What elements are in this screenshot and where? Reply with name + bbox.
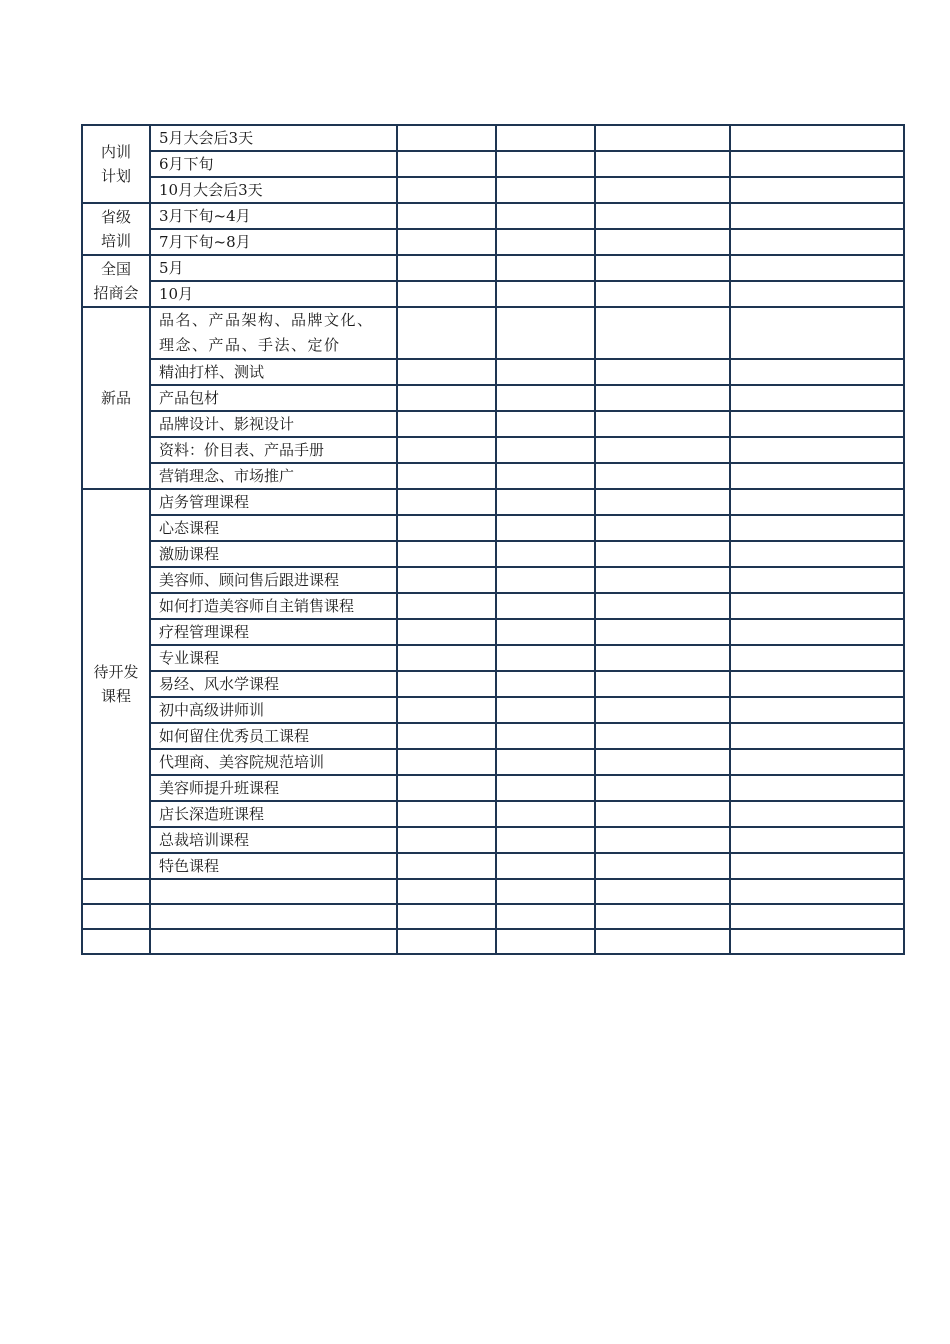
table-row: [82, 177, 904, 203]
item-cell: 10月: [150, 281, 397, 307]
blank-cell: [730, 255, 904, 281]
item-cell: 资料：价目表、产品手册: [150, 437, 397, 463]
item-cell: 如何打造美容师自主销售课程: [150, 593, 397, 619]
blank-cell: [595, 593, 730, 619]
table-row: [82, 567, 904, 593]
blank-cell: [595, 177, 730, 203]
blank-cell: [730, 904, 904, 929]
blank-cell: [496, 125, 595, 151]
table-row: [82, 749, 904, 775]
blank-cell: [730, 567, 904, 593]
blank-cell: [496, 359, 595, 385]
item-cell: 品牌设计、影视设计: [150, 411, 397, 437]
blank-cell: [595, 697, 730, 723]
blank-cell: [730, 749, 904, 775]
blank-cell: [595, 929, 730, 954]
table-row: [82, 411, 904, 437]
blank-cell: [595, 229, 730, 255]
table-row: [82, 801, 904, 827]
blank-cell: [150, 879, 397, 904]
blank-cell: [496, 749, 595, 775]
blank-cell: [496, 567, 595, 593]
blank-cell: [496, 904, 595, 929]
table-row: [82, 723, 904, 749]
blank-cell: [397, 463, 496, 489]
blank-cell: [730, 463, 904, 489]
table-row: [82, 645, 904, 671]
blank-cell: [496, 463, 595, 489]
blank-cell: [150, 929, 397, 954]
group-label-internal-training: 内训 计划: [82, 125, 150, 203]
blank-cell: [496, 307, 595, 359]
blank-cell: [496, 619, 595, 645]
blank-cell: [730, 229, 904, 255]
blank-cell: [595, 255, 730, 281]
table-row: [82, 853, 904, 879]
blank-cell: [496, 593, 595, 619]
item-cell: 代理商、美容院规范培训: [150, 749, 397, 775]
table-row: [82, 827, 904, 853]
blank-cell: [730, 801, 904, 827]
blank-cell: [397, 125, 496, 151]
blank-cell: [595, 541, 730, 567]
blank-cell: [595, 567, 730, 593]
blank-cell: [730, 593, 904, 619]
table-row: [82, 489, 904, 515]
blank-cell: [397, 203, 496, 229]
table-row: [82, 385, 904, 411]
blank-cell: [595, 671, 730, 697]
blank-cell: [397, 671, 496, 697]
blank-cell: [397, 307, 496, 359]
blank-cell: [397, 281, 496, 307]
item-cell: 品名、产品架构、品牌文化、理念、产品、手法、定价: [150, 307, 397, 359]
blank-cell: [730, 671, 904, 697]
blank-cell: [496, 411, 595, 437]
blank-cell: [595, 619, 730, 645]
blank-cell: [397, 567, 496, 593]
group-label-courses-to-develop: 待开发 课程: [82, 489, 150, 879]
blank-cell: [397, 177, 496, 203]
blank-cell: [730, 411, 904, 437]
blank-cell: [397, 541, 496, 567]
blank-cell: [82, 904, 150, 929]
blank-cell: [595, 801, 730, 827]
blank-cell: [595, 645, 730, 671]
blank-cell: [595, 281, 730, 307]
blank-cell: [397, 229, 496, 255]
blank-cell: [397, 151, 496, 177]
blank-cell: [595, 125, 730, 151]
blank-cell: [397, 255, 496, 281]
group-label-national-conference: 全国 招商会: [82, 255, 150, 307]
blank-cell: [397, 593, 496, 619]
blank-cell: [595, 307, 730, 359]
blank-cell: [595, 411, 730, 437]
item-cell: 专业课程: [150, 645, 397, 671]
blank-cell: [397, 385, 496, 411]
blank-cell: [397, 515, 496, 541]
table-row: [82, 515, 904, 541]
item-cell: 7月下旬~8月: [150, 229, 397, 255]
blank-cell: [496, 385, 595, 411]
table-row: [82, 541, 904, 567]
blank-cell: [496, 151, 595, 177]
table-row: [82, 359, 904, 385]
item-cell: 营销理念、市场推广: [150, 463, 397, 489]
blank-cell: [496, 177, 595, 203]
table-row: [82, 697, 904, 723]
blank-cell: [595, 775, 730, 801]
blank-cell: [496, 929, 595, 954]
item-cell: 激励课程: [150, 541, 397, 567]
blank-cell: [496, 697, 595, 723]
blank-cell: [730, 359, 904, 385]
item-cell: 6月下旬: [150, 151, 397, 177]
blank-cell: [730, 645, 904, 671]
item-cell: 3月下旬~4月: [150, 203, 397, 229]
blank-cell: [730, 827, 904, 853]
empty-table-row: [82, 929, 904, 954]
blank-cell: [595, 151, 730, 177]
blank-cell: [730, 775, 904, 801]
blank-cell: [496, 541, 595, 567]
blank-cell: [397, 879, 496, 904]
item-cell: 产品包材: [150, 385, 397, 411]
blank-cell: [496, 827, 595, 853]
blank-cell: [496, 437, 595, 463]
blank-cell: [730, 177, 904, 203]
item-cell: 易经、风水学课程: [150, 671, 397, 697]
empty-table-row: [82, 904, 904, 929]
table-row: [82, 151, 904, 177]
item-cell: 5月: [150, 255, 397, 281]
item-cell: 5月大会后3天: [150, 125, 397, 151]
blank-cell: [150, 904, 397, 929]
blank-cell: [496, 775, 595, 801]
blank-cell: [496, 879, 595, 904]
blank-cell: [496, 229, 595, 255]
table-row: [82, 307, 904, 359]
training-plan-table: [81, 124, 905, 955]
blank-cell: [496, 255, 595, 281]
blank-cell: [397, 749, 496, 775]
blank-cell: [496, 281, 595, 307]
blank-cell: [595, 749, 730, 775]
blank-cell: [82, 879, 150, 904]
blank-cell: [496, 723, 595, 749]
blank-cell: [595, 437, 730, 463]
blank-cell: [730, 489, 904, 515]
blank-cell: [730, 203, 904, 229]
table-row: [82, 671, 904, 697]
blank-cell: [595, 489, 730, 515]
blank-cell: [496, 515, 595, 541]
table-row: [82, 593, 904, 619]
blank-cell: [397, 827, 496, 853]
item-cell: 美容师提升班课程: [150, 775, 397, 801]
blank-cell: [397, 645, 496, 671]
group-label-provincial-training: 省级 培训: [82, 203, 150, 255]
blank-cell: [595, 723, 730, 749]
blank-cell: [730, 437, 904, 463]
table-row: [82, 437, 904, 463]
blank-cell: [595, 359, 730, 385]
table-row: [82, 125, 904, 151]
blank-cell: [397, 437, 496, 463]
blank-cell: [595, 463, 730, 489]
table-row: [82, 775, 904, 801]
blank-cell: [496, 489, 595, 515]
table-row: [82, 255, 904, 281]
training-plan-body: [82, 125, 904, 954]
blank-cell: [730, 281, 904, 307]
blank-cell: [496, 671, 595, 697]
item-cell: 美容师、顾问售后跟进课程: [150, 567, 397, 593]
blank-cell: [397, 697, 496, 723]
item-cell: 心态课程: [150, 515, 397, 541]
blank-cell: [595, 515, 730, 541]
item-cell: 疗程管理课程: [150, 619, 397, 645]
blank-cell: [730, 619, 904, 645]
blank-cell: [496, 645, 595, 671]
blank-cell: [730, 385, 904, 411]
blank-cell: [595, 203, 730, 229]
blank-cell: [730, 723, 904, 749]
blank-cell: [730, 853, 904, 879]
table-row: [82, 229, 904, 255]
item-cell: 初中高级讲师训: [150, 697, 397, 723]
item-cell: 如何留住优秀员工课程: [150, 723, 397, 749]
item-cell: 精油打样、测试: [150, 359, 397, 385]
blank-cell: [730, 879, 904, 904]
blank-cell: [595, 827, 730, 853]
blank-cell: [397, 929, 496, 954]
blank-cell: [730, 515, 904, 541]
blank-cell: [397, 775, 496, 801]
item-cell: 10月大会后3天: [150, 177, 397, 203]
item-cell: 总裁培训课程: [150, 827, 397, 853]
group-label-new-products: 新品: [82, 307, 150, 489]
blank-cell: [496, 853, 595, 879]
table-row: [82, 619, 904, 645]
blank-cell: [730, 125, 904, 151]
blank-cell: [730, 307, 904, 359]
table-row: [82, 463, 904, 489]
blank-cell: [730, 151, 904, 177]
item-cell: 特色课程: [150, 853, 397, 879]
blank-cell: [595, 853, 730, 879]
blank-cell: [730, 541, 904, 567]
blank-cell: [397, 853, 496, 879]
blank-cell: [496, 801, 595, 827]
empty-table-row: [82, 879, 904, 904]
blank-cell: [397, 619, 496, 645]
blank-cell: [397, 904, 496, 929]
blank-cell: [595, 904, 730, 929]
blank-cell: [496, 203, 595, 229]
blank-cell: [82, 929, 150, 954]
blank-cell: [730, 697, 904, 723]
table-row: [82, 281, 904, 307]
blank-cell: [397, 411, 496, 437]
blank-cell: [595, 879, 730, 904]
blank-cell: [397, 489, 496, 515]
blank-cell: [730, 929, 904, 954]
blank-cell: [397, 723, 496, 749]
blank-cell: [397, 359, 496, 385]
blank-cell: [595, 385, 730, 411]
item-cell: 店长深造班课程: [150, 801, 397, 827]
table-row: [82, 203, 904, 229]
item-cell: 店务管理课程: [150, 489, 397, 515]
blank-cell: [397, 801, 496, 827]
